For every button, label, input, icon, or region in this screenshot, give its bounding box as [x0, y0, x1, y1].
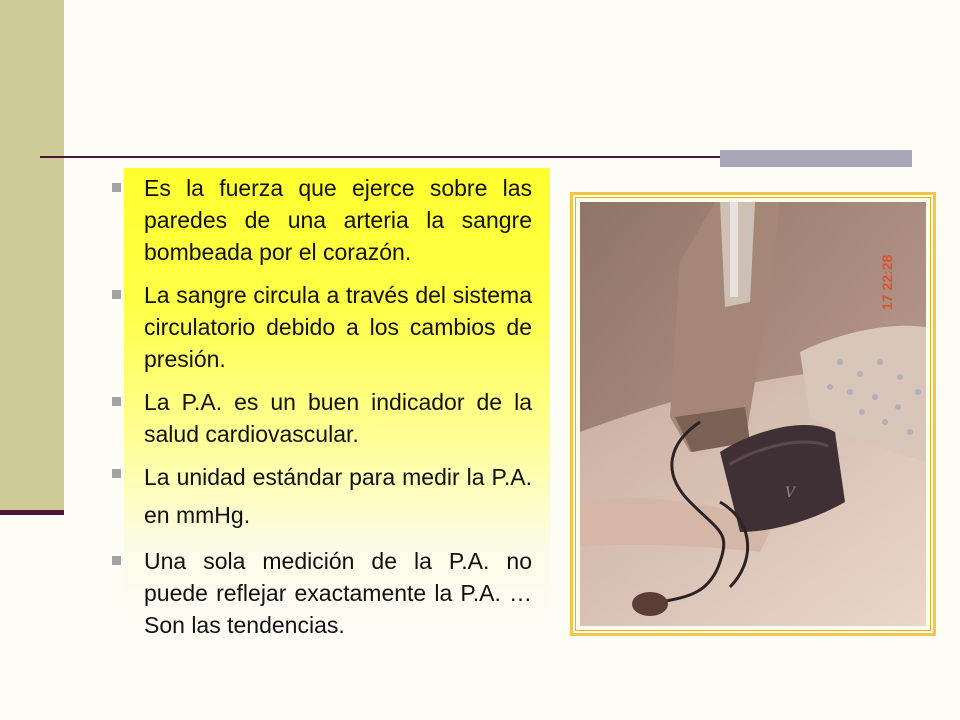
square-bullet-icon — [112, 469, 121, 478]
left-decorative-band — [0, 0, 64, 512]
bullet-text: La sangre circula a través del sistema circulatorio debido a los cambios de presión. — [144, 282, 532, 372]
square-bullet-icon — [112, 397, 121, 406]
bullet-text: Una sola medición de la P.A. no puede reflejar exactamente la P.A. … Son las tendencias. — [144, 548, 532, 638]
bullet-list — [104, 172, 532, 652]
bullet-item — [104, 172, 532, 268]
cuff-brand-label: V — [785, 485, 796, 501]
bullet-item — [104, 279, 532, 375]
bullet-item — [104, 545, 532, 641]
title-divider-accent — [720, 150, 912, 167]
photo-frame — [570, 192, 936, 636]
bullet-item — [104, 458, 532, 534]
photo-timestamp: 17 22:28 — [879, 254, 895, 310]
bullet-item — [104, 386, 532, 450]
square-bullet-icon — [112, 183, 121, 192]
blood-pressure-photo — [580, 202, 926, 626]
left-band-bottom-line — [0, 510, 64, 515]
bullet-text: Es la fuerza que ejerce sobre las paredes de una arteria la sangre bombeada por el corazón. — [144, 175, 532, 265]
bullet-text: La unidad estándar para medir la P.A. en mmHg. — [144, 464, 532, 528]
bullet-text: La P.A. es un buen indicador de la salud cardiovascular. — [144, 389, 532, 447]
square-bullet-icon — [112, 290, 121, 299]
square-bullet-icon — [112, 556, 121, 565]
